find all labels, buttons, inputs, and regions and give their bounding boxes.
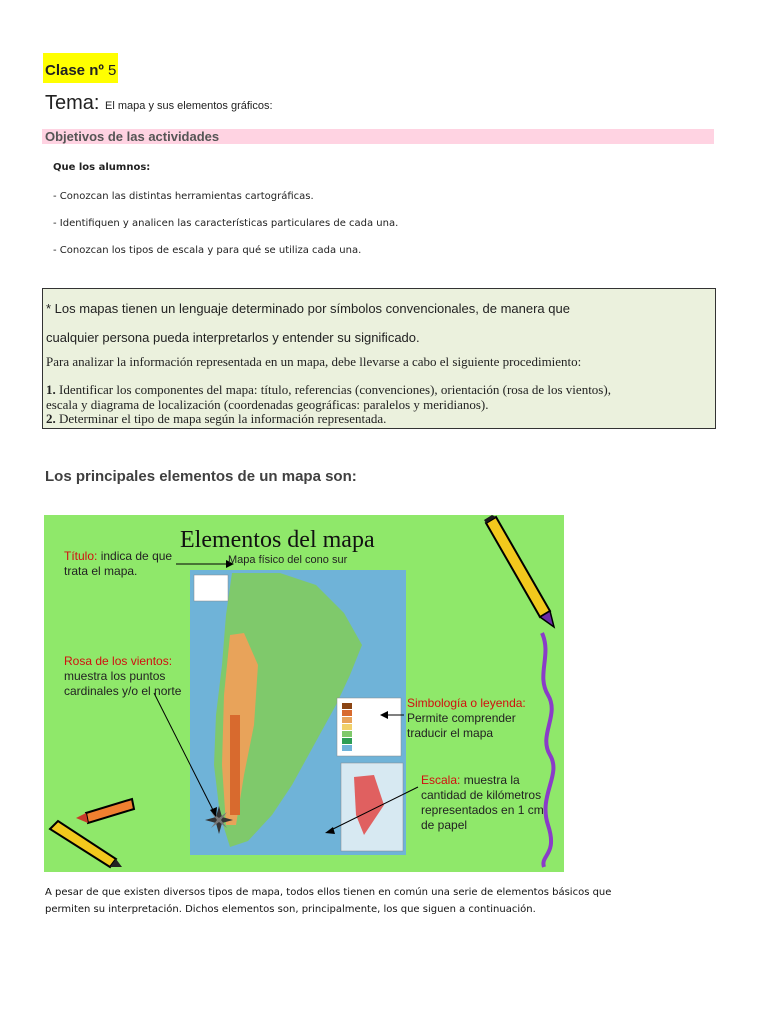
box-step-1 <box>46 382 611 398</box>
footer-line-1: A pesar de que existen diversos tipos de mapa, todos ellos tienen en común una serie de elementos básicos que <box>45 887 612 898</box>
objective-item: - Conozcan los tipos de escala y para qué se utiliza cada una. <box>53 245 362 256</box>
objective-item: - Identifiquen y analicen las características particulares de cada una. <box>53 218 399 229</box>
label-rosa-text-2: cardinales y/o el norte <box>64 684 182 698</box>
label-escala-text-2: cantidad de kilómetros <box>421 788 542 802</box>
procedure-box <box>42 288 716 429</box>
section-heading: Los principales elementos de un mapa son: <box>45 468 357 485</box>
map-caption: Mapa físico del cono sur <box>228 554 348 566</box>
clase-label-text: Clase nº <box>45 62 109 79</box>
label-rosa-text-1: muestra los puntos <box>64 669 166 683</box>
footer-line-2: permiten su interpretación. Dichos elementos son, principalmente, los que siguen a continuación. <box>45 904 536 915</box>
legend-swatch <box>342 738 352 744</box>
box-line-1: * Los mapas tienen un lenguaje determinado por símbolos convencionales, de manera que <box>46 301 570 316</box>
label-simbologia-text-2: traducir el mapa <box>407 726 494 740</box>
clase-number: 5 <box>108 62 117 79</box>
label-escala-text-1: muestra la <box>460 773 520 787</box>
map-title-box <box>194 575 228 601</box>
label-escala-text-4: de papel <box>421 818 468 832</box>
objective-item: - Conozcan las distintas herramientas cartográficas. <box>53 191 314 202</box>
step-1-text: Identificar los componentes del mapa: título, referencias (convenciones), orientación (rosa de los vientos), <box>55 382 611 397</box>
objectives-title: Objetivos de las actividades <box>45 129 220 144</box>
box-step-1-cont: escala y diagrama de localización (coordenadas geográficas: paralelos y meridianos). <box>46 397 489 412</box>
label-simbologia-red: Simbología o leyenda: <box>407 696 526 710</box>
step-1-number: 1. <box>46 382 56 397</box>
objectives-intro: Que los alumnos: <box>53 162 151 173</box>
crossed-pencils-icon <box>50 799 134 867</box>
figure-title: Elementos del mapa <box>180 527 375 553</box>
box-line-3: Para analizar la información representada en un mapa, debe llevarse a cabo el siguiente procedimiento: <box>46 354 582 369</box>
label-rosa-red: Rosa de los vientos: <box>64 654 173 668</box>
label-escala <box>421 773 544 833</box>
map-elements-figure <box>44 515 564 872</box>
label-rosa <box>64 654 181 699</box>
legend-swatch <box>342 724 352 730</box>
footer-paragraph <box>45 884 725 918</box>
label-titulo <box>64 549 172 579</box>
legend-swatch <box>342 731 352 737</box>
box-step-2 <box>46 411 386 427</box>
label-titulo-text-2: trata el mapa. <box>64 564 138 578</box>
step-2-text: Determinar el tipo de mapa según la información representada. <box>55 411 387 426</box>
legend-swatch <box>342 703 352 709</box>
label-titulo-text: indica de que <box>97 549 173 563</box>
tema-label: Tema: <box>45 92 100 114</box>
step-2-number: 2. <box>46 411 56 426</box>
legend-swatch <box>342 717 352 723</box>
legend-swatch <box>342 710 352 716</box>
legend-swatch <box>342 745 352 751</box>
mountain-region <box>230 715 240 815</box>
box-line-2: cualquier persona pueda interpretarlos y entender su significado. <box>46 330 420 345</box>
clase-label <box>43 53 118 83</box>
label-simbologia-text-1: Permite comprender <box>407 711 516 725</box>
tema-line <box>45 92 273 115</box>
objectives-title-bar <box>42 129 714 144</box>
pencil-icon <box>484 515 554 627</box>
label-escala-red: Escala: <box>421 773 461 787</box>
label-simbologia <box>407 696 526 741</box>
tema-text: El mapa y sus elementos gráficos: <box>105 100 273 112</box>
label-escala-text-3: representados en 1 cm <box>421 803 544 817</box>
label-titulo-red: Título: <box>64 549 98 563</box>
